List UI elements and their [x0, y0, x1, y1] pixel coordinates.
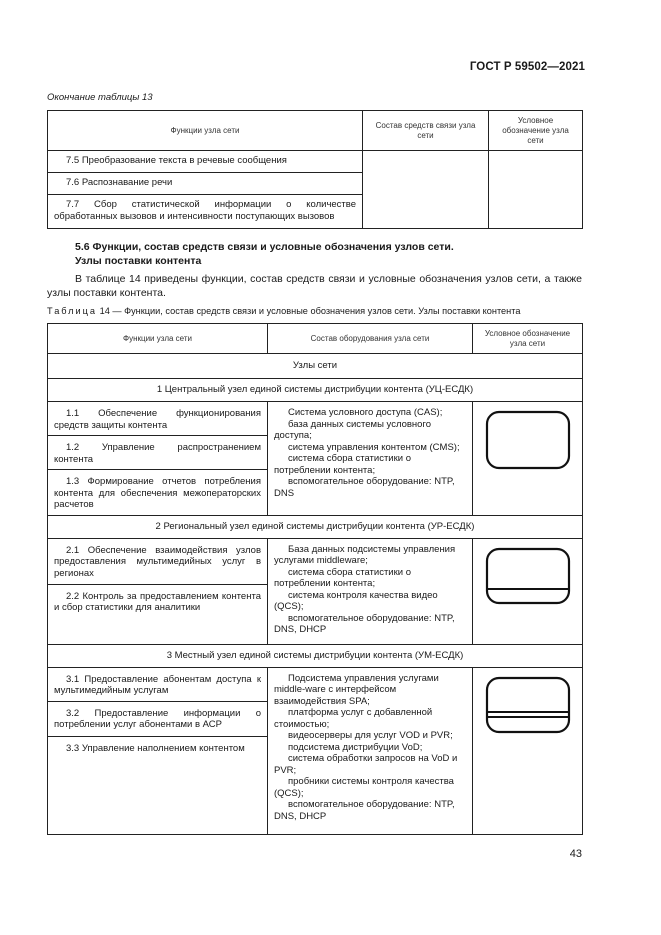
equipment-list	[268, 538, 473, 644]
equipment-item: База данных подсистемы управления услугами middleware;	[274, 543, 456, 566]
equipment-item: вспомогательное оборудование: NTP, DNS, DHCP	[274, 799, 455, 822]
table-14	[47, 323, 583, 835]
table13-equipment-cell	[363, 151, 489, 229]
equipment-item: вспомогательное оборудование: NTP, DNS	[274, 476, 455, 499]
function-item: 3.3 Управление наполнением контентом	[48, 736, 268, 834]
table14-header-equipment: Состав оборудования узла сети	[268, 324, 473, 354]
table14-header-symbol: Условное обозначение узла сети	[473, 324, 583, 354]
paragraph-text: В таблице 14 приведены функции, состав средств связи и условные обозначения узлов сети, а также узлы поставки контента.	[47, 273, 582, 299]
table13-row: 7.6 Распознавание речи	[48, 173, 363, 195]
equipment-item: система сбора статистики о потреблении контента;	[274, 566, 411, 589]
equipment-item: Система условного доступа (CAS);	[288, 407, 443, 418]
table14-caption	[47, 306, 520, 316]
function-item: 2.2 Контроль за предоставлением контента и сбор статистики для аналитики	[48, 584, 268, 644]
table13-symbol-cell	[489, 151, 583, 229]
function-item: 1.3 Формирование отчетов потребления контента для обеспечения межоператорских расчетов	[48, 470, 268, 516]
equipment-item: Подсистема управления услугами middle-ware с интерфейсом взаимодействия SPA;	[274, 672, 439, 707]
equipment-item: система контроля качества видео (QCS);	[274, 589, 438, 612]
equipment-list	[268, 402, 473, 516]
node-symbol-cell	[473, 667, 583, 834]
table13-header-equipment: Состав средств связи узла сети	[363, 111, 489, 151]
section-paragraph	[47, 273, 582, 300]
node-symbol-cell	[473, 402, 583, 516]
function-item: 2.1 Обеспечение взаимодействия узлов предоставления мультимедийных услуг в регионах	[48, 538, 268, 584]
equipment-list	[268, 667, 473, 834]
equipment-item: система обработки запросов на VoD и PVR;	[274, 753, 458, 776]
local-node-symbol	[485, 676, 571, 734]
table-13	[47, 110, 583, 229]
table-continuation-label: Окончание таблицы 13	[47, 92, 153, 103]
central-node-symbol	[485, 410, 571, 470]
table13-row: 7.5 Преобразование текста в речевые сообщения	[48, 151, 363, 173]
document-header: ГОСТ Р 59502—2021	[469, 61, 585, 73]
equipment-item: система управления контентом (CMS);	[288, 441, 460, 453]
section-title-line2: Узлы поставки контента	[75, 254, 202, 267]
function-item: 3.2 Предоставление информации о потреблении услуг абонентами в АСР	[48, 701, 268, 736]
function-item: 1.1 Обеспечение функционирования средств защиты контента	[48, 402, 268, 436]
regional-node-symbol	[485, 547, 571, 605]
page-number: 43	[569, 848, 582, 860]
equipment-item: система сбора статистики о потреблении контента;	[274, 453, 411, 476]
section-title-line1: 5.6 Функции, состав средств связи и условные обозначения узлов сети.	[75, 241, 454, 253]
equipment-item: подсистема дистрибуции VoD;	[288, 741, 423, 753]
table13-row: 7.7 Сбор статистической информации о количестве обработанных вызовов и интенсивности поступающих вызовов	[48, 195, 363, 229]
node-title: 2 Региональный узел единой системы дистрибуции контента (УР-ЕСДК)	[48, 515, 583, 538]
table13-header-symbol: Условное обозначение узла сети	[489, 111, 583, 151]
equipment-item: база данных системы условного доступа;	[274, 418, 431, 441]
table14-header-functions: Функции узла сети	[48, 324, 268, 354]
node-symbol-cell	[473, 538, 583, 644]
function-item: 1.2 Управление распространением контента	[48, 436, 268, 470]
section-title	[75, 241, 454, 268]
function-item: 3.1 Предоставление абонентам доступа к мультимедийным услугам	[48, 667, 268, 701]
group-row: Узлы сети	[48, 354, 583, 379]
table14-caption-label: Таблица	[47, 306, 98, 316]
equipment-item: видеосерверы для услуг VOD и PVR;	[288, 730, 453, 741]
equipment-item: пробники системы контроля качества (QCS);	[274, 776, 454, 799]
node-title: 1 Центральный узел единой системы дистрибуции контента (УЦ-ЕСДК)	[48, 379, 583, 402]
table14-caption-text: 14 — Функции, состав средств связи и условные обозначения узлов сети. Узлы поставки контента	[99, 306, 521, 316]
node-title: 3 Местный узел единой системы дистрибуции контента (УМ-ЕСДК)	[48, 644, 583, 667]
equipment-item: вспомогательное оборудование: NTP, DNS, DHCP	[274, 612, 455, 635]
equipment-item: платформа услуг с добавленной стоимостью;	[274, 707, 433, 730]
table13-header-functions: Функции узла сети	[48, 111, 363, 151]
